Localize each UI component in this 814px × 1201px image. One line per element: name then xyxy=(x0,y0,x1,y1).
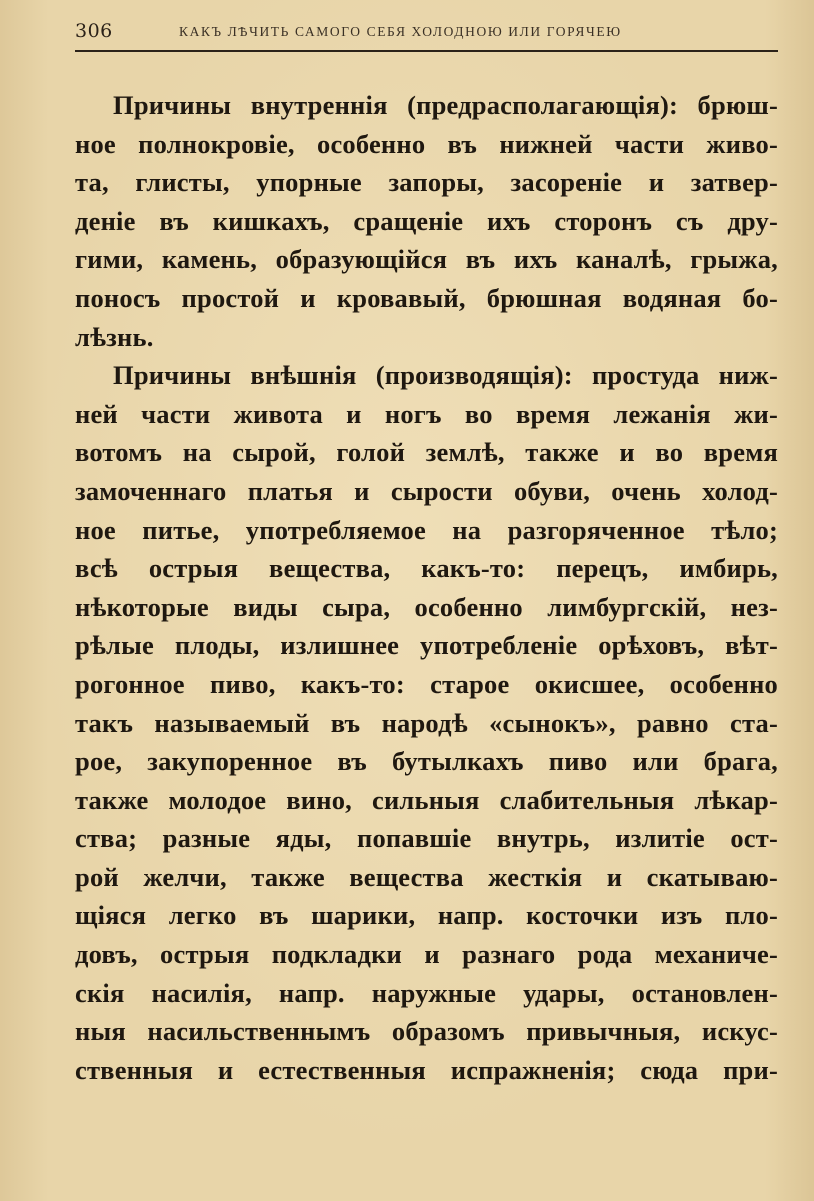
text-line: та, глисты, упорные запоры, засореніе и затвер- xyxy=(75,167,778,198)
text-line: рѣлые плоды, излишнее употребленіе орѣховъ, вѣт- xyxy=(75,630,778,661)
text-line: ныя насильственнымъ образомъ привычныя, искус- xyxy=(75,1016,778,1047)
text-line: гими, камень, образующійся въ ихъ каналѣ, грыжа, xyxy=(75,244,778,275)
body-text xyxy=(75,86,778,1089)
text-line: Причины внѣшнія (производящія): простуда ниж- xyxy=(113,360,778,391)
running-title: КАКЪ ЛѢЧИТЬ САМОГО СЕБЯ ХОЛОДНОЮ ИЛИ ГОРЯЧЕЮ xyxy=(179,24,622,39)
text-line: ней части живота и ногъ во время лежанія жи- xyxy=(75,398,778,429)
page-header xyxy=(75,20,778,48)
header-rule xyxy=(75,50,778,52)
text-line: рой желчи, также вещества жесткія и скатываю- xyxy=(75,861,778,892)
paragraph-external-causes xyxy=(75,356,778,1089)
page-number: 306 xyxy=(75,20,113,42)
text-line: ное питье, употребляемое на разгоряченное тѣло; xyxy=(75,514,778,545)
paragraph-internal-causes xyxy=(75,86,778,356)
text-line: ное полнокровіе, особенно въ нижней части живо- xyxy=(75,128,778,159)
text-line: ственныя и естественныя испражненія; сюда при- xyxy=(75,1054,778,1085)
text-line: всѣ острыя вещества, какъ-то: перецъ, имбирь, xyxy=(75,553,778,584)
text-line: ства; разные яды, попавшіе внутрь, излитіе ост- xyxy=(75,823,778,854)
text-line: довъ, острыя подкладки и разнаго рода механиче- xyxy=(75,939,778,970)
text-line: Причины внутреннія (предрасполагающія): брюш- xyxy=(113,90,778,120)
text-line: рогонное пиво, какъ-то: старое окисшее, особенно xyxy=(75,668,778,699)
text-line: щіяся легко въ шарики, напр. косточки изъ пло- xyxy=(75,900,778,931)
text-line: вотомъ на сырой, голой землѣ, также и во время xyxy=(75,437,778,468)
text-line: нѣкоторые виды сыра, особенно лимбургскій, нез- xyxy=(75,591,778,622)
text-line: поносъ простой и кровавый, брюшная водяная бо- xyxy=(75,282,778,313)
text-line: такъ называемый въ народѣ «сынокъ», равно ста- xyxy=(75,707,778,738)
text-line: скія насилія, напр. наружные удары, остановлен- xyxy=(75,977,778,1008)
text-line: лѣзнь. xyxy=(75,321,154,352)
text-line: рое, закупоренное въ бутылкахъ пиво или брага, xyxy=(75,746,778,777)
text-line: замоченнаго платья и сырости обуви, очень холод- xyxy=(75,475,778,506)
text-line: деніе въ кишкахъ, сращеніе ихъ сторонъ съ дру- xyxy=(75,205,778,236)
text-line: также молодое вино, сильныя слабительныя лѣкар- xyxy=(75,784,778,815)
